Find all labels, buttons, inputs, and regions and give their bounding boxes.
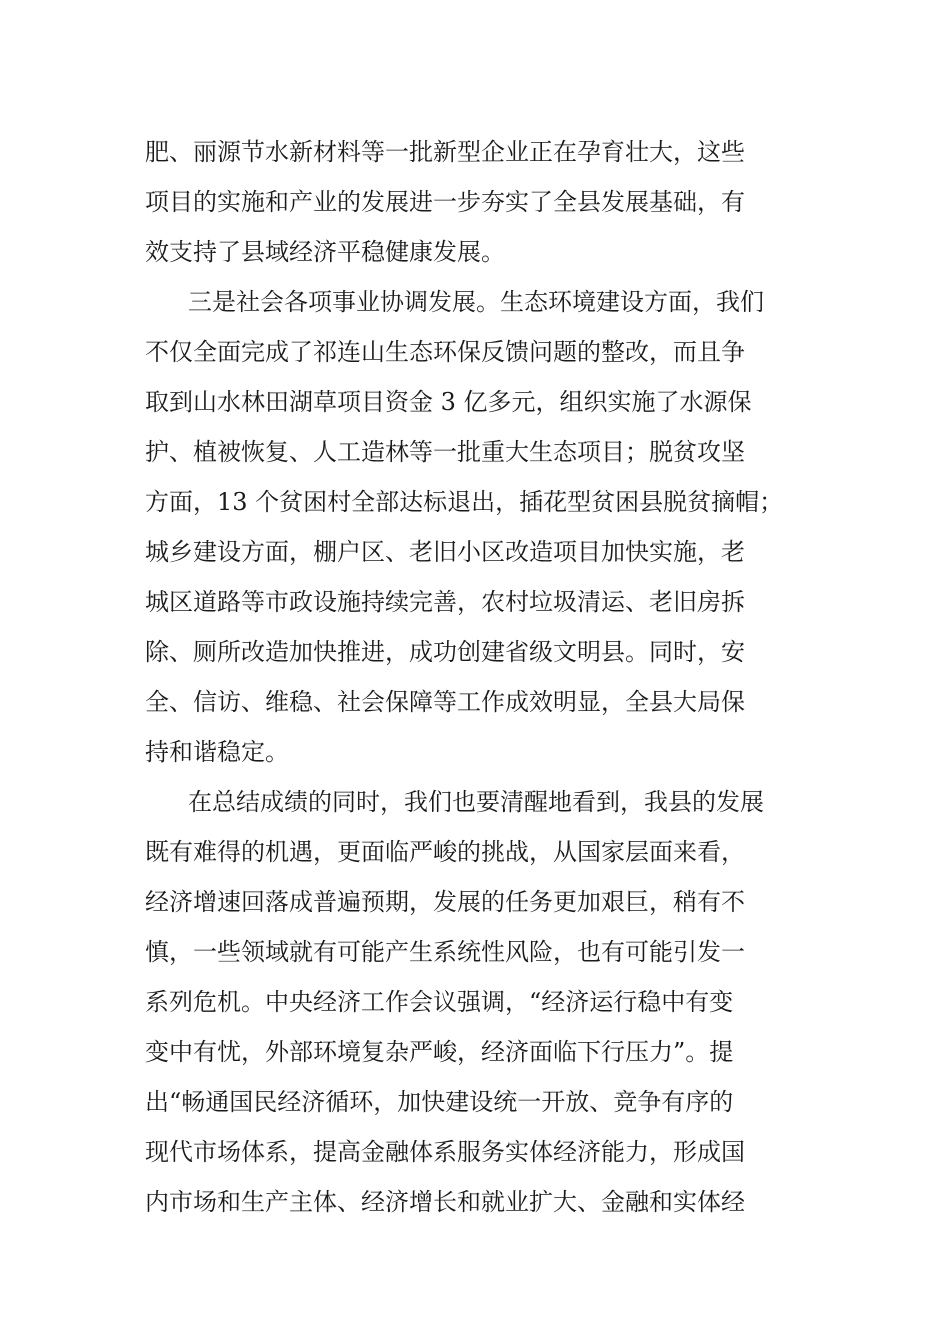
text-line: 现代市场体系，提高金融体系服务实体经济能力，形成国 (145, 1138, 745, 1166)
text-line: 持和谐稳定。 (145, 738, 289, 766)
text-line: 不仅全面完成了祁连山生态环保反馈问题的整改，而且争 (145, 338, 745, 366)
text-line: 除、厕所改造加快推进，成功创建省级文明县。同时，安 (145, 638, 745, 666)
text-line: 城区道路等市政设施持续完善，农村垃圾清运、老旧房拆 (145, 588, 745, 616)
text-line: 护、植被恢复、人工造林等一批重大生态项目；脱贫攻坚 (145, 438, 745, 466)
text-line: 方面，13 个贫困村全部达标退出，插花型贫困县脱贫摘帽； (145, 488, 784, 516)
text-line: 慎，一些领域就有可能产生系统性风险，也有可能引发一 (145, 938, 745, 966)
paragraph-start-line: 在总结成绩的同时，我们也要清醒地看到，我县的发展 (188, 788, 764, 816)
text-line: 城乡建设方面，棚户区、老旧小区改造项目加快实施，老 (145, 538, 745, 566)
text-line: 取到山水林田湖草项目资金 3 亿多元，组织实施了水源保 (145, 388, 752, 416)
text-line: 变中有忧，外部环境复杂严峻，经济面临下行压力”。提 (145, 1038, 734, 1066)
text-line: 经济增速回落成普遍预期，发展的任务更加艰巨，稍有不 (145, 888, 745, 916)
text-line: 肥、丽源节水新材料等一批新型企业正在孕育壮大，这些 (145, 138, 745, 166)
text-line: 全、信访、维稳、社会保障等工作成效明显，全县大局保 (145, 688, 745, 716)
text-line: 项目的实施和产业的发展进一步夯实了全县发展基础，有 (145, 188, 745, 216)
text-line: 内市场和生产主体、经济增长和就业扩大、金融和实体经 (145, 1188, 745, 1216)
text-line: 系列危机。中央经济工作会议强调，“经济运行稳中有变 (145, 988, 734, 1016)
text-line: 出“畅通国民经济循环，加快建设统一开放、竞争有序的 (145, 1088, 734, 1116)
text-line: 既有难得的机遇，更面临严峻的挑战，从国家层面来看， (145, 838, 745, 866)
paragraph-start-line: 三是社会各项事业协调发展。生态环境建设方面，我们 (188, 288, 764, 316)
text-line: 效支持了县域经济平稳健康发展。 (145, 238, 505, 266)
